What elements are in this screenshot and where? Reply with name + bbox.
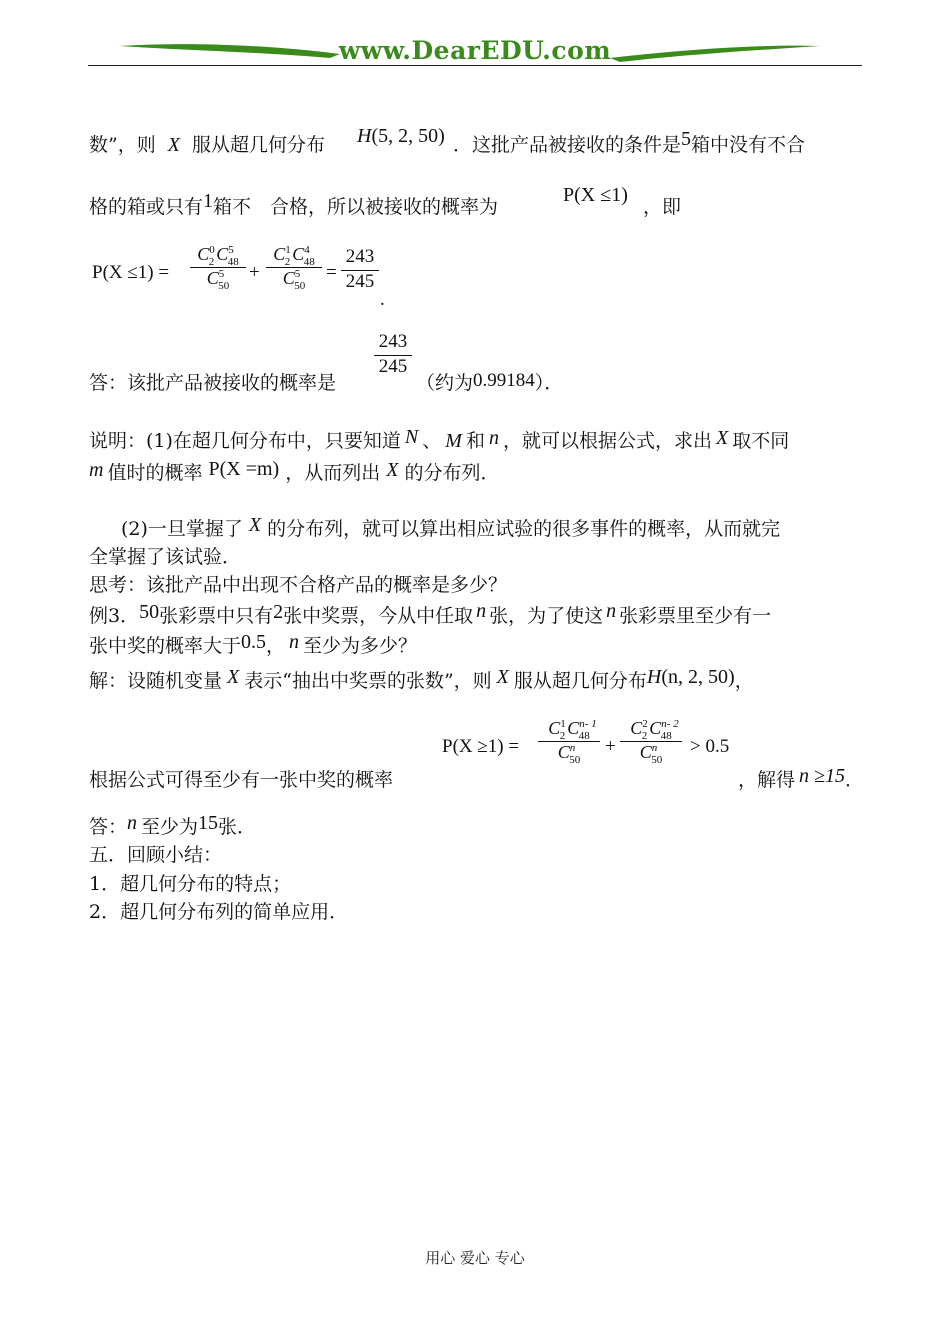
equation-2-lhs: P(X ≥1) =	[442, 736, 520, 757]
plus-sign-2: +	[605, 736, 616, 757]
note-line-1: 说明：(1)在超几何分布中，只要知道 N 、 M 和 n ，就可以根据公式，求出 X 取不同	[89, 426, 790, 452]
equals-sign: =	[326, 262, 337, 283]
answer-2: 答：n 至少为15张．	[89, 812, 257, 838]
review-heading: 五．回顾小结：	[89, 844, 223, 866]
solution-line-2: 根据公式可得至少有一张中奖的概率	[89, 769, 394, 791]
line-2: 格的箱或只有1箱不 合格，所以被接收的概率为	[89, 190, 499, 218]
hypergeom-H1: H(5, 2, 50)	[357, 125, 445, 147]
prob-P-le-1: P(X ≤1)	[563, 184, 628, 206]
note-line-2: m 值时的概率 P(X =m) ，从而列出 X 的分布列．	[89, 458, 500, 484]
line-2-end: ，即	[643, 196, 682, 218]
fraction-term-4: $C^2_2$ $C^{n- 2}_{48}$ $C^n_{50}$	[620, 718, 682, 763]
line-1b: ．这批产品被接收的条件是5箱中没有不合	[453, 128, 806, 156]
header-rule	[88, 65, 862, 66]
fraction-term-2: $C^1_2$ $C^4_{48}$ $C^5_{50}$	[266, 244, 322, 289]
example-3-line-1: 例3．50张彩票中只有2张中奖票，今从中任取 n 张，为了使这 n 张彩票里至少有一	[89, 600, 772, 627]
site-logo-text: www.DearEDU.com	[338, 36, 612, 65]
fraction-result: 243 245	[341, 246, 379, 293]
equation-lhs: P(X ≤1) =	[92, 262, 170, 283]
example-3-line-2: 张中奖的概率大于0.5， n 至少为多少？	[89, 631, 418, 657]
solution-line-1: 解：设随机变量 X 表示“抽出中奖票的张数”，则 X 服从超几何分布H(n, 2, 50)，	[89, 666, 754, 692]
period: .	[380, 289, 385, 310]
note-line-3: (2)一旦掌握了 X 的分布列，就可以算出相应试验的很多事件的概率，从而就完	[121, 514, 781, 540]
plus-sign: +	[249, 262, 260, 283]
fraction-term-3: $C^1_2$ $C^{n- 1}_{48}$ $C^n_{50}$	[538, 718, 600, 763]
text: 数”，则	[89, 134, 156, 156]
fraction-term-1: $C^0_2$ $C^5_{48}$ $C^5_{50}$	[190, 244, 246, 289]
review-item-2: 2．超几何分布列的简单应用．	[89, 901, 349, 923]
line-1	[89, 130, 325, 157]
answer-1: 答：该批产品被接收的概率是	[89, 372, 337, 394]
fraction-answer: 243 245	[374, 331, 412, 378]
var-X: X	[167, 134, 180, 156]
text: 服从超几何分布	[192, 134, 326, 156]
review-item-1: 1．超几何分布的特点；	[89, 873, 292, 895]
think-question: 思考：该批产品中出现不合格产品的概率是多少？	[89, 574, 508, 596]
footer-text: 用心 爱心 专心	[425, 1249, 525, 1267]
answer-1-approx: （约为0.99184）．	[416, 370, 564, 394]
note-line-4: 全掌握了该试验．	[89, 546, 242, 568]
greater-than-half: > 0.5	[690, 736, 730, 757]
solution-line-2-end: ，解得 n ≥15．	[738, 765, 865, 791]
